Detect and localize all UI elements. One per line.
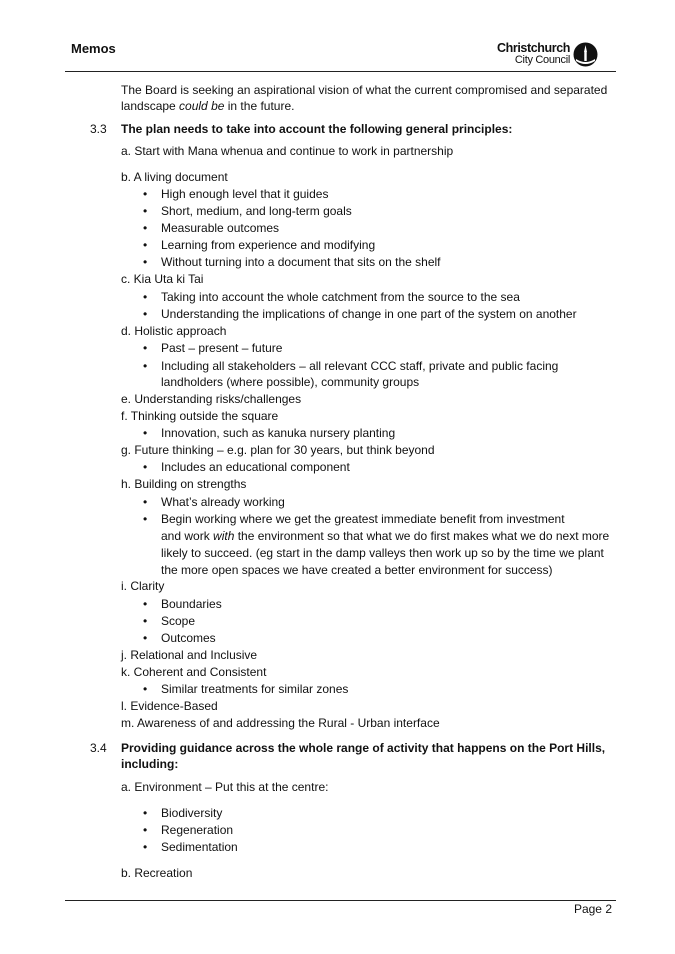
bullet-dot: •	[143, 341, 148, 355]
cont-emphasis: with	[213, 529, 235, 543]
list-item: What’s already working	[161, 495, 285, 509]
bullet-dot: •	[143, 495, 148, 509]
list-item: Boundaries	[161, 597, 222, 611]
item-h: h. Building on strengths	[121, 477, 247, 491]
list-item: Begin working where we get the greatest immediate benefit from investment	[161, 512, 565, 526]
bullet-dot: •	[143, 238, 148, 252]
list-item: Learning from experience and modifying	[161, 238, 376, 252]
bullet-dot: •	[143, 204, 148, 218]
section-number-3-4: 3.4	[90, 741, 107, 755]
item-d: d. Holistic approach	[121, 324, 227, 338]
intro-text-a: landscape	[121, 99, 180, 113]
bullet-dot: •	[143, 840, 148, 854]
bullet-dot: •	[143, 290, 148, 304]
council-logo	[497, 40, 600, 70]
item-3-4-a: a. Environment – Put this at the centre:	[121, 780, 329, 794]
item-a: a. Start with Mana whenua and continue to work in partnership	[121, 144, 454, 158]
bullet-dot: •	[143, 307, 148, 321]
list-item-continuation: likely to succeed. (eg start in the damp valleys then work up so by the time we plant	[161, 546, 604, 560]
item-i: i. Clarity	[121, 579, 165, 593]
cathedral-logo-icon	[573, 42, 598, 67]
bullet-dot: •	[143, 614, 148, 628]
bullet-dot: •	[143, 359, 148, 373]
list-item: Understanding the implications of change in one part of the system on another	[161, 307, 577, 321]
list-item: Includes an educational component	[161, 460, 350, 474]
intro-emphasis: could be	[179, 99, 225, 113]
item-m: m. Awareness of and addressing the Rural - Urban interface	[121, 716, 440, 730]
item-l: l. Evidence-Based	[121, 699, 218, 713]
bullet-dot: •	[143, 597, 148, 611]
item-3-4-b: b. Recreation	[121, 866, 193, 880]
header-rule	[65, 71, 616, 72]
header-title: Memos	[71, 41, 116, 56]
item-j: j. Relational and Inclusive	[121, 648, 258, 662]
intro-text-b: in the future.	[224, 99, 295, 113]
bullet-dot: •	[143, 187, 148, 201]
bullet-dot: •	[143, 806, 148, 820]
bullet-dot: •	[143, 426, 148, 440]
logo-line2: City Council	[514, 54, 570, 66]
list-item-continuation	[161, 528, 609, 544]
list-item: Without turning into a document that sits on the shelf	[161, 255, 441, 269]
bullet-dot: •	[143, 823, 148, 837]
item-f: f. Thinking outside the square	[121, 409, 279, 423]
list-item-continuation: landholders (where possible), community groups	[161, 375, 420, 389]
item-c: c. Kia Uta ki Tai	[121, 272, 204, 286]
section-heading-3-4-line1: Providing guidance across the whole range of activity that happens on the Port Hills,	[121, 741, 606, 755]
list-item: Scope	[161, 614, 196, 628]
cont-text-a: and work	[161, 529, 214, 543]
list-item: Similar treatments for similar zones	[161, 682, 349, 696]
list-item-continuation: the more open spaces we have created a better environment for success)	[161, 563, 553, 577]
section-number-3-3: 3.3	[90, 122, 107, 136]
bullet-dot: •	[143, 460, 148, 474]
bullet-dot: •	[143, 512, 148, 526]
list-item: Short, medium, and long-term goals	[161, 204, 352, 218]
section-heading-3-4-line2: including:	[121, 757, 179, 771]
bullet-dot: •	[143, 255, 148, 269]
list-item: Including all stakeholders – all relevant CCC staff, private and public facing	[161, 359, 559, 373]
item-b: b. A living document	[121, 170, 228, 184]
page-number: Page 2	[573, 902, 612, 916]
list-item: Taking into account the whole catchment from the source to the sea	[161, 290, 520, 304]
section-heading-3-3: The plan needs to take into account the following general principles:	[121, 122, 513, 136]
list-item: Measurable outcomes	[161, 221, 280, 235]
list-item: Biodiversity	[161, 806, 223, 820]
item-k: k. Coherent and Consistent	[121, 665, 267, 679]
bullet-dot: •	[143, 631, 148, 645]
bullet-dot: •	[143, 221, 148, 235]
list-item: High enough level that it guides	[161, 187, 329, 201]
logo-line1: Christchurch	[497, 41, 570, 55]
footer-rule	[65, 900, 616, 901]
item-g: g. Future thinking – e.g. plan for 30 years, but think beyond	[121, 443, 435, 457]
cont-text-b: the environment so that what we do first makes what we do next more	[234, 529, 610, 543]
intro-line-1: The Board is seeking an aspirational vision of what the current compromised and separated	[121, 83, 608, 97]
list-item: Innovation, such as kanuka nursery planting	[161, 426, 396, 440]
list-item: Past – present – future	[161, 341, 283, 355]
list-item: Outcomes	[161, 631, 216, 645]
list-item: Sedimentation	[161, 840, 238, 854]
bullet-dot: •	[143, 682, 148, 696]
item-e: e. Understanding risks/challenges	[121, 392, 302, 406]
intro-line-2	[121, 98, 294, 114]
list-item: Regeneration	[161, 823, 234, 837]
